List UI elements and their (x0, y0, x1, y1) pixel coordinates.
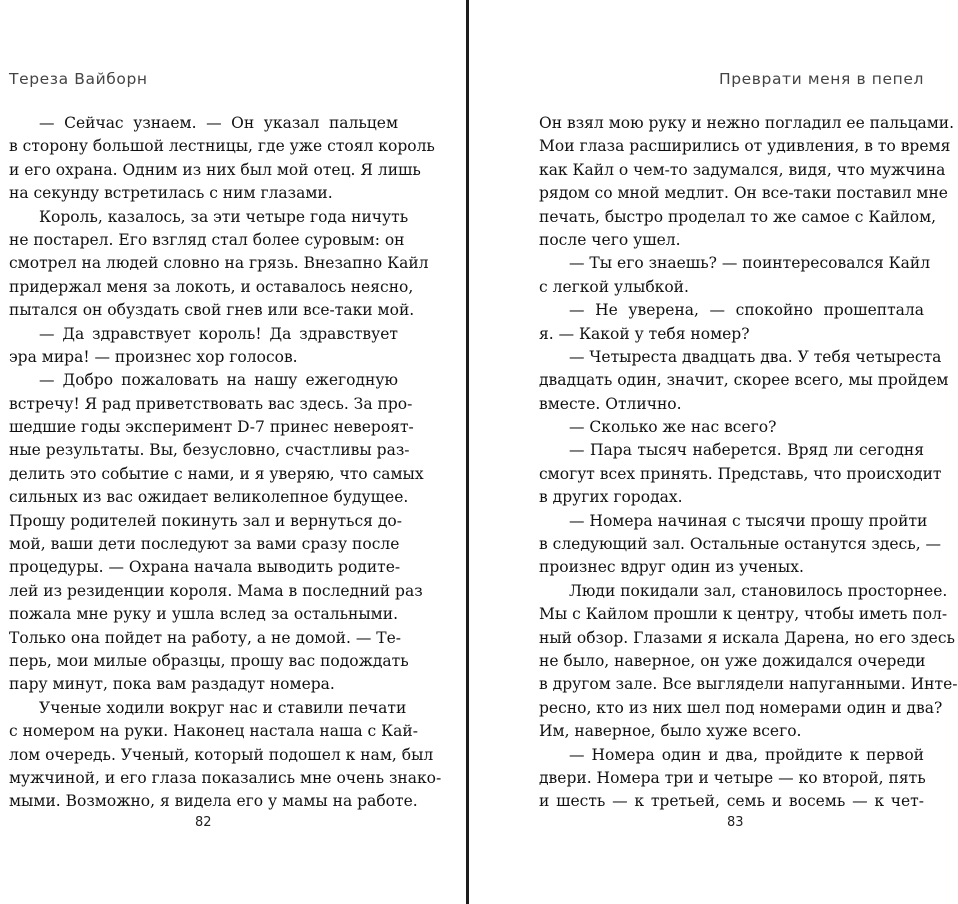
left-page-text (9, 112, 442, 814)
text-line: мыми. Возможно, я видела его у мамы на работе. (9, 792, 418, 811)
text-line: мужчиной, и его глаза показались мне очень знако- (9, 768, 442, 787)
page-number-right: 83 (727, 815, 744, 830)
text-line: эра мира! — произнес хор голосов. (9, 347, 298, 366)
text-line: не постарел. Его взгляд стал более суровым: он (9, 230, 405, 249)
text-line: пару минут, пока вам раздадут номера. (9, 675, 335, 694)
text-line: — Да здравствует король! Да здравствует (39, 324, 398, 343)
page-number-left: 82 (195, 815, 212, 830)
text-line: — Сколько же нас всего? (569, 418, 777, 437)
text-line: — Пара тысяч наберется. Вряд ли сегодня (569, 441, 924, 460)
text-line: рядом со мной медлит. Он все-таки поставил мне (539, 184, 948, 203)
text-line: мой, ваши дети последуют за вами сразу после (9, 535, 400, 554)
text-line: на секунду встретилась с ним глазами. (9, 184, 333, 203)
text-line: с легкой улыбкой. (539, 277, 689, 296)
text-line: встречу! Я рад приветствовать вас здесь. За про- (9, 394, 413, 413)
left-page (0, 0, 466, 904)
text-line: — Не уверена, — спокойно прошептала (569, 301, 924, 320)
text-line: Король, казалось, за эти четыре года ничуть (39, 207, 409, 226)
text-line: придержал меня за локоть, и оставалось неясно, (9, 277, 414, 296)
text-line: Мы с Кайлом прошли к центру, чтобы иметь пол- (539, 605, 948, 624)
text-line: в другом зале. Все выглядели напуганными. Инте- (539, 675, 958, 694)
text-line: перь, мои милые образцы, прошу вас подождать (9, 651, 409, 670)
text-line: двадцать один, значит, скорее всего, мы пройдем (539, 371, 949, 390)
text-line: с номером на руки. Наконец настала наша с Кай- (9, 722, 418, 741)
text-line: Он взял мою руку и нежно погладил ее пальцами. (539, 114, 955, 132)
right-page (470, 0, 958, 904)
text-line: ный обзор. Глазами я искала Дарена, но его здесь (539, 628, 955, 647)
text-line: — Номера один и два, пройдите к первой (569, 745, 924, 764)
text-line: смогут всех принять. Представь, что происходит (539, 464, 942, 483)
right-page-text (539, 112, 958, 814)
text-line: вместе. Отлично. (539, 394, 682, 413)
text-line: не было, наверное, он уже дожидался очереди (539, 651, 926, 670)
text-line: пожала мне руку и ушла вслед за остальными. (9, 605, 398, 624)
text-line: — Четыреста двадцать два. У тебя четыреста (569, 347, 942, 366)
text-line: процедуры. — Охрана начала выводить родите- (9, 558, 401, 577)
text-line: смотрел на людей словно на грязь. Внезапно Кайл (9, 254, 429, 273)
text-line: и его охрана. Одним из них был мой отец. Я лишь (9, 160, 421, 179)
text-line: в сторону большой лестницы, где уже стоял король (9, 137, 435, 156)
running-header-author: Тереза Вайборн (9, 70, 148, 88)
text-line: шедшие годы эксперимент D-7 принес невероят- (9, 418, 414, 437)
text-line: ресно, кто из них шел под номерами один и два? (539, 698, 943, 717)
running-header-title: Преврати меня в пепел (718, 70, 924, 88)
text-line: как Кайл о чем-то задумался, видя, что мужчина (539, 160, 946, 179)
text-line: Мои глаза расширились от удивления, в то время (539, 137, 951, 156)
text-line: — Добро пожаловать на нашу ежегодную (39, 371, 398, 390)
text-line: делить это событие с нами, и я уверяю, что самых (9, 464, 424, 483)
text-line: после чего ушел. (539, 230, 681, 249)
text-line: в других городах. (539, 488, 683, 507)
text-line: — Ты его знаешь? — поинтересовался Кайл (569, 254, 931, 273)
text-line: — Номера начиная с тысячи прошу пройти (569, 511, 928, 530)
text-line: пытался он обуздать свой гнев или все-таки мой. (9, 301, 415, 320)
text-line: произнес вдруг один из ученых. (539, 558, 804, 577)
text-line: печать, быстро проделал то же самое с Кайлом, (539, 207, 937, 226)
text-line: лей из резиденции короля. Мама в последний раз (9, 581, 423, 600)
text-line: Им, наверное, было хуже всего. (539, 722, 802, 741)
text-line: сильных из вас ожидает великолепное будущее. (9, 488, 409, 507)
text-line: в следующий зал. Остальные останутся здесь, — (539, 535, 942, 554)
text-line: лом очередь. Ученый, который подошел к нам, был (9, 745, 434, 764)
text-line: я. — Какой у тебя номер? (539, 324, 750, 343)
text-line: ные результаты. Вы, безусловно, счастливы раз- (9, 441, 410, 460)
text-line: — Сейчас узнаем. — Он указал пальцем (39, 114, 398, 132)
text-line: Ученые ходили вокруг нас и ставили печати (39, 698, 407, 717)
text-line: двери. Номера три и четыре — ко второй, пять (539, 768, 926, 787)
text-line: Прошу родителей покинуть зал и вернуться до- (9, 511, 402, 530)
text-line: и шесть — к третьей, семь и восемь — к чет- (539, 792, 924, 811)
text-line: Только она пойдет на работу, а не домой. — Те- (9, 628, 402, 647)
book-spine-divider (466, 0, 469, 904)
text-line: Люди покидали зал, становилось просторнее. (569, 581, 948, 600)
